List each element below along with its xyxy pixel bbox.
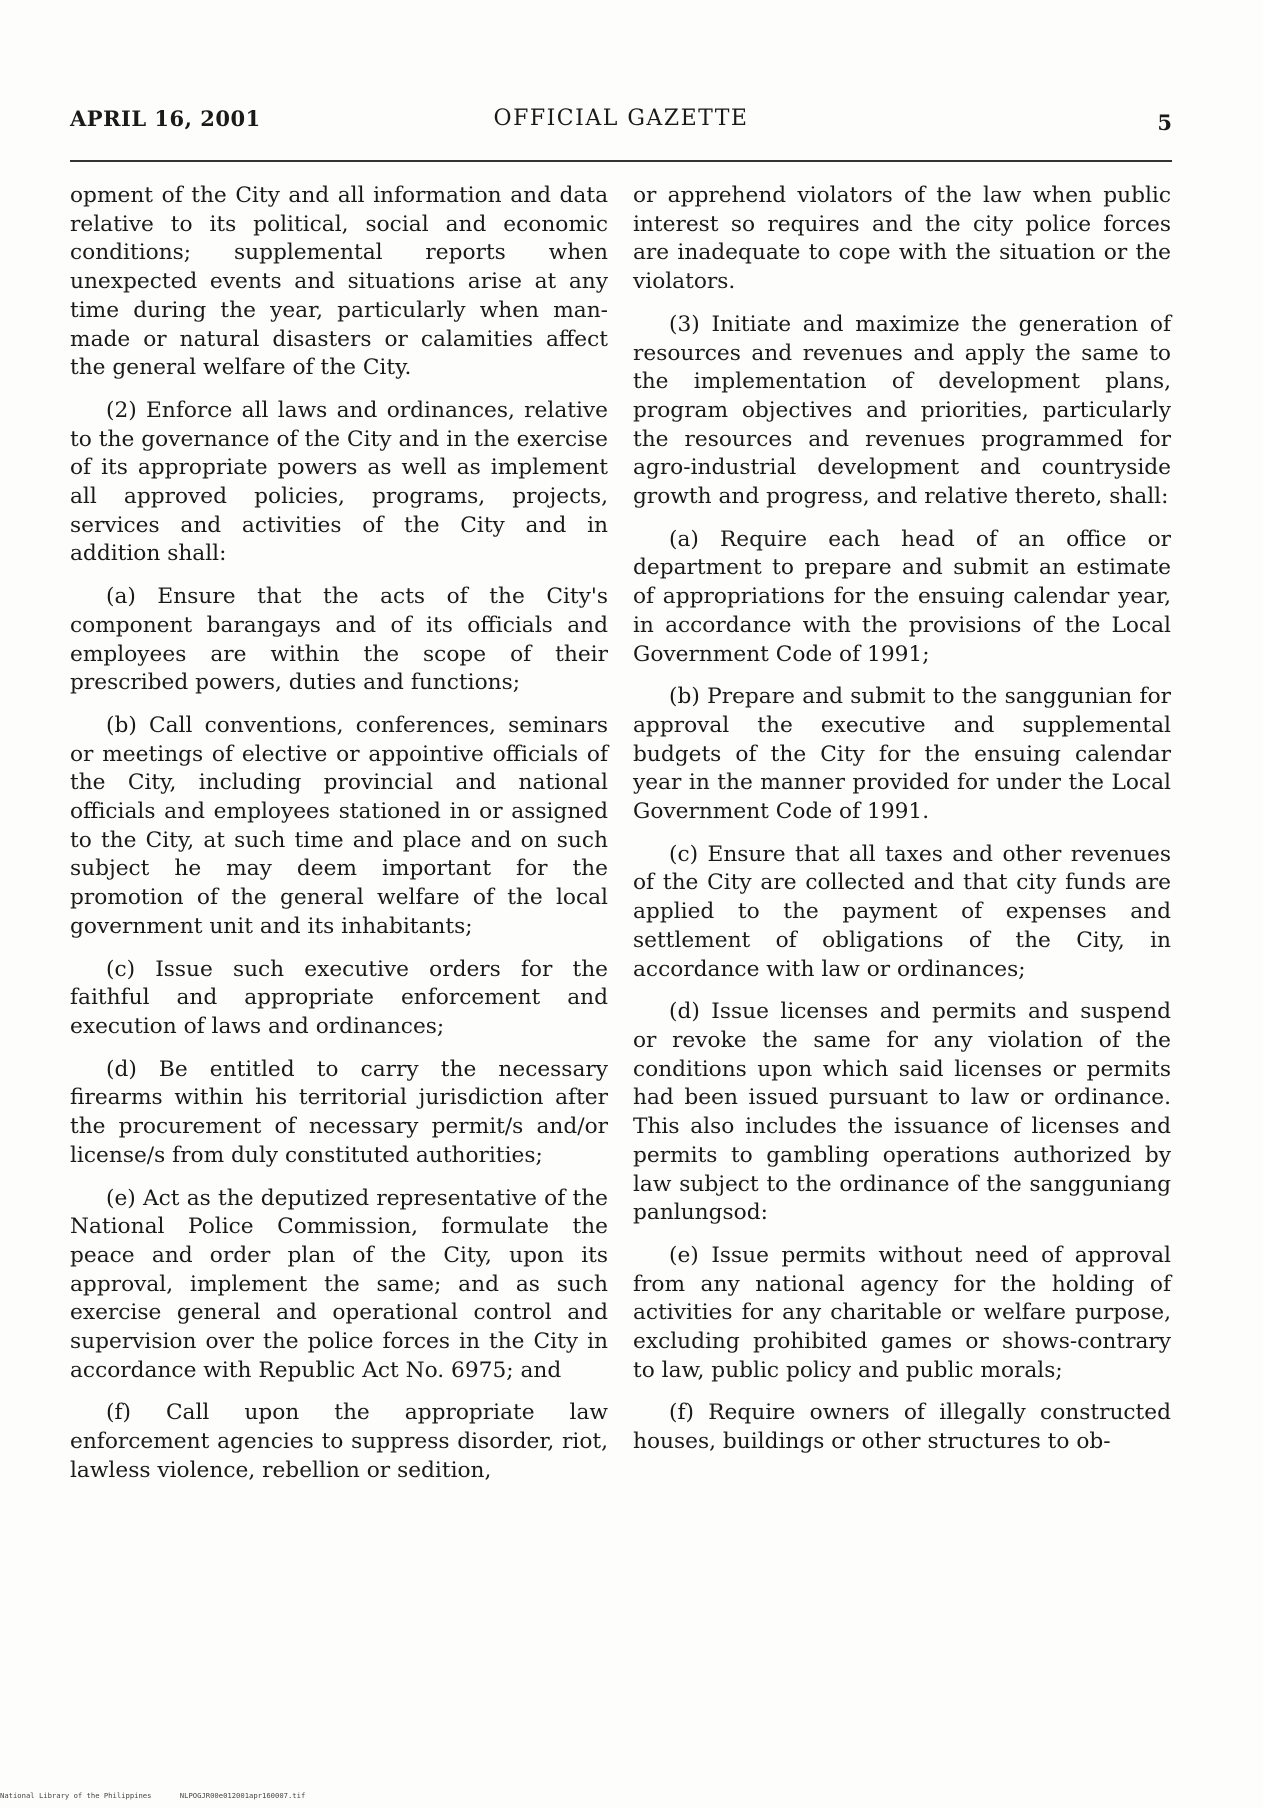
page-header: [70, 100, 1172, 162]
right-column: [633, 182, 1171, 1471]
paragraph: (b) Prepare and submit to the sanggunian for approval the executive and supplemental budgets of the City for the ensuing calendar year in the manner provided for under the Local Government Code of 1991.: [633, 684, 1171, 825]
paragraph: (d) Issue licenses and permits and suspend or revoke the same for any violation of the conditions upon which said licenses or permits had been issued pursuant to law or ordinance. This also includes the issuance of licenses and permits to gambling operations authorized by law subject to the ordinance of the sangguniang panlungsod:: [633, 999, 1171, 1226]
paragraph: (3) Initiate and maximize the generation of resources and revenues and apply the same to the implementation of development plans, program objectives and priorities, particularly the resources and revenues programmed for agro-industrial development and countryside growth and progress, and relative thereto, shall:: [633, 311, 1171, 510]
publication-title: OFFICIAL GAZETTE: [493, 106, 749, 131]
issue-date: APRIL 16, 2001: [70, 106, 261, 131]
paragraph: (f) Call upon the appropriate law enforcement agencies to suppress disorder, riot, lawless violence, rebellion or sedition,: [70, 1400, 608, 1483]
paragraph: opment of the City and all information and data relative to its political, social and economic conditions; supplemental reports when unexpected events and situations arise at any time during the year, particularly when man-made or natural disasters or calamities affect the general welfare of the City.: [70, 183, 608, 381]
left-column: [70, 182, 608, 1500]
paragraph: (d) Be entitled to carry the necessary firearms within his territorial jurisdiction after the procurement of necessary permit/s and/or license/s from duly constituted authorities;: [70, 1056, 608, 1168]
page-number: 5: [1157, 110, 1172, 135]
paragraph: (c) Issue such executive orders for the faithful and appropriate enforcement and execution of laws and ordinances;: [70, 956, 608, 1039]
footer-filename: NLPOGJR00e012001apr160007.tif: [179, 1791, 306, 1800]
paragraph: (a) Require each head of an office or department to prepare and submit an estimate of appropriations for the ensuing calendar year, in accordance with the provisions of the Local Government Code of 1991;: [633, 526, 1171, 667]
paragraph: (e) Issue permits without need of approval from any national agency for the holding of activities for any charitable or welfare purpose, excluding prohibited games or shows-contrary to law, public policy and public morals;: [633, 1242, 1171, 1383]
paragraph: (2) Enforce all laws and ordinances, relative to the governance of the City and in the exercise of its appropriate powers as well as implement all approved policies, programs, projects, services and activities of the City and in addition shall:: [70, 397, 608, 567]
paragraph: (a) Ensure that the acts of the City's component barangays and of its officials and employees are within the scope of their prescribed powers, duties and functions;: [70, 584, 608, 696]
paragraph: or apprehend violators of the law when public interest so requires and the city police forces are inadequate to cope with the situation or the violators.: [633, 183, 1171, 295]
footer-source: National Library of the Philippines: [0, 1791, 152, 1800]
paragraph: (f) Require owners of illegally constructed houses, buildings or other structures to ob-: [633, 1400, 1171, 1455]
scan-footer: [0, 1791, 329, 1800]
paragraph: (b) Call conventions, conferences, seminars or meetings of elective or appointive officials of the City, including provincial and national officials and employees stationed in or assigned to the City, at such time and place and on such subject he may deem important for the promotion of the general welfare of the local government unit and its inhabitants;: [70, 712, 608, 939]
paragraph: (e) Act as the deputized representative of the National Police Commission, formulate the peace and order plan of the City, upon its approval, implement the same; and as such exercise general and operational control and supervision over the police forces in the City in accordance with Republic Act No. 6975; and: [70, 1185, 608, 1383]
paragraph: (c) Ensure that all taxes and other revenues of the City are collected and that city funds are applied to the payment of expenses and settlement of obligations of the City, in accordance with law or ordinances;: [633, 841, 1171, 982]
